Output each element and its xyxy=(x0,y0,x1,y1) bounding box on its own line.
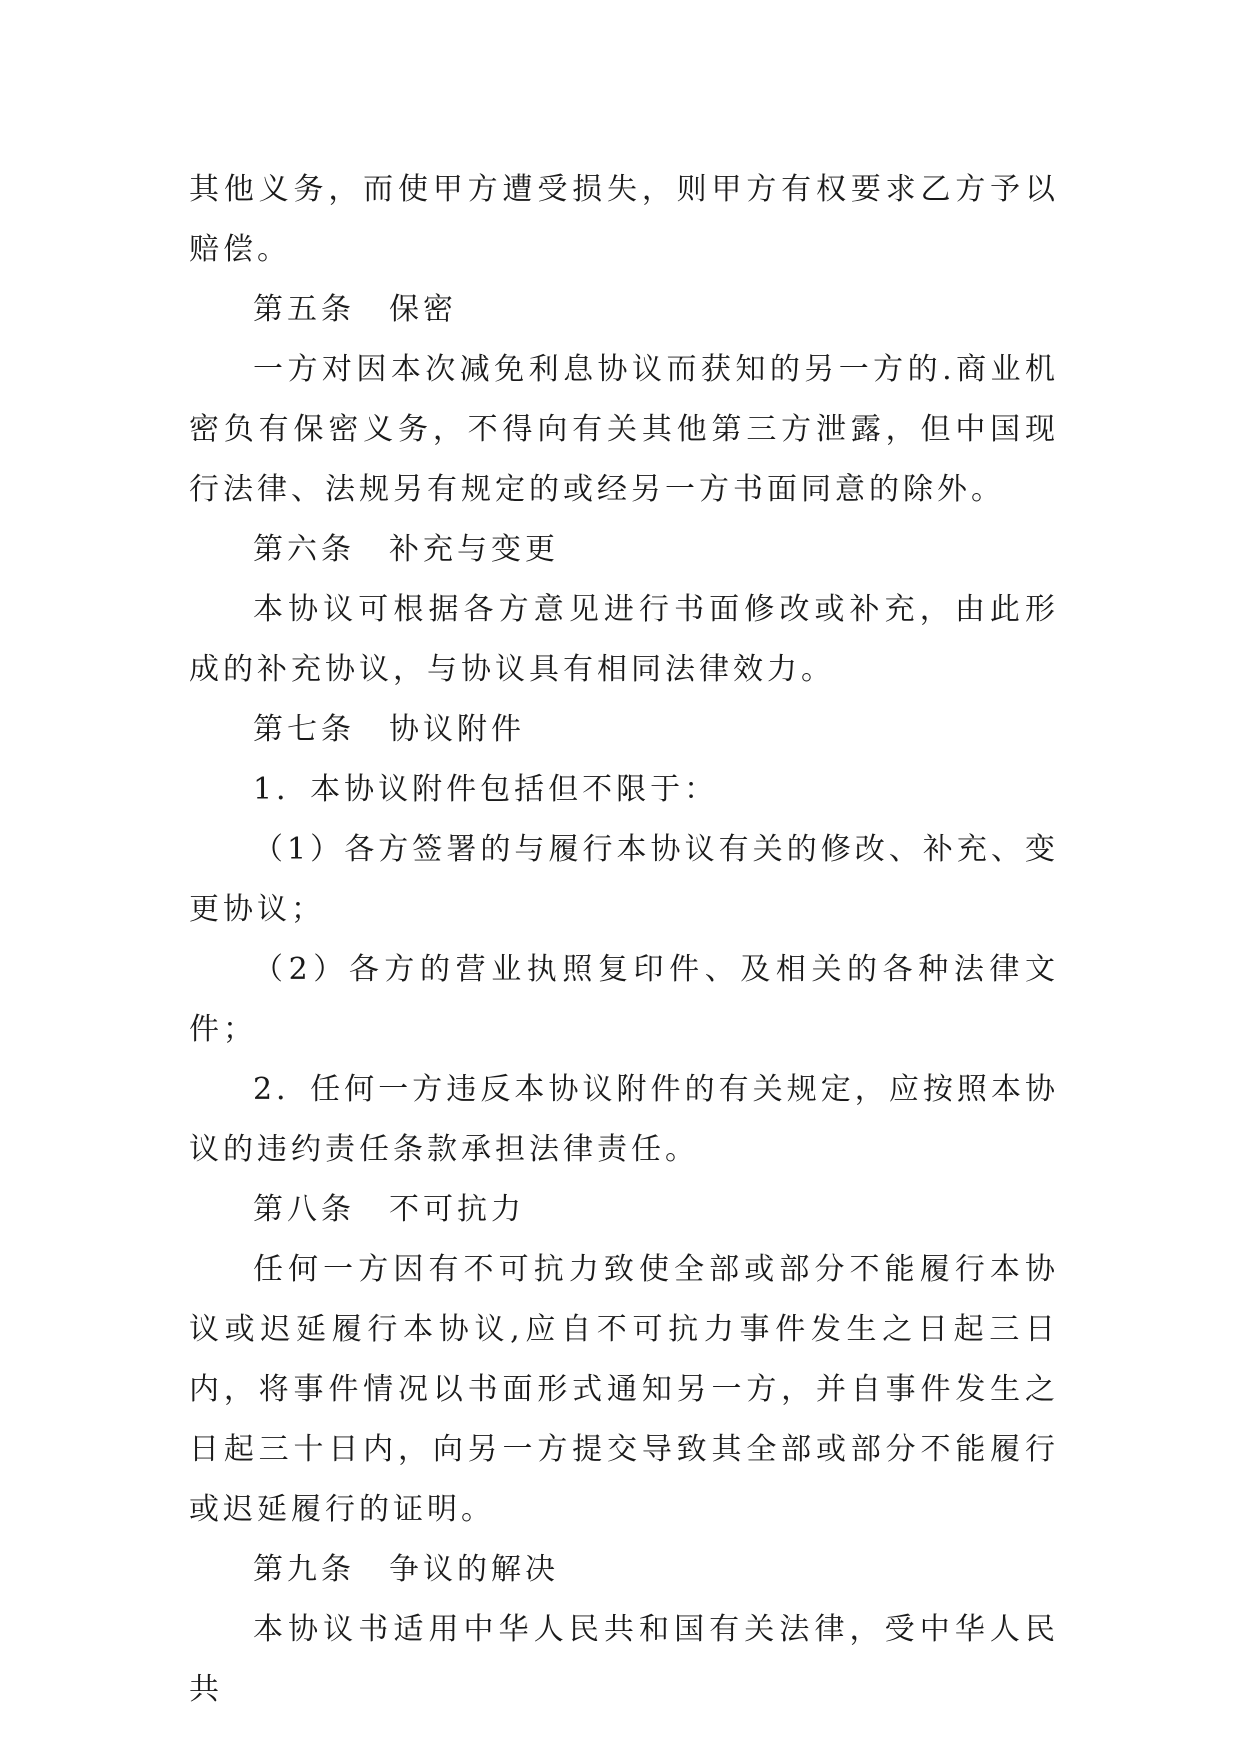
article-9-heading: 第九条 争议的解决 xyxy=(253,1552,559,1587)
paragraph-amendment: 本协议可根据各方意见进行书面修改或补充，由此形成的补充协议，与协议具有相同法律效力。 xyxy=(189,592,1059,687)
article-6-heading: 第六条 补充与变更 xyxy=(253,532,559,567)
document-body xyxy=(189,160,1059,1720)
paragraph-confidentiality: 一方对因本次减免利息协议而获知的另一方的.商业机密负有保密义务，不得向有关其他第三方泄露，但中国现行法律、法规另有规定的或经另一方书面同意的除外。 xyxy=(189,352,1059,507)
paragraph-attachments-intro: 1．本协议附件包括但不限于： xyxy=(253,772,719,807)
article-5-heading: 第五条 保密 xyxy=(253,292,457,327)
article-7-heading: 第七条 协议附件 xyxy=(253,712,525,747)
article-8-heading: 第八条 不可抗力 xyxy=(253,1192,525,1227)
paragraph-force-majeure: 任何一方因有不可抗力致使全部或部分不能履行本协议或迟延履行本协议,应自不可抗力事件发生之日起三日内，将事件情况以书面形式通知另一方，并自事件发生之日起三十日内，向另一方提交导致其全部或部分不能履行或迟延履行的证明。 xyxy=(189,1252,1059,1527)
paragraph-attachment-item-2: （2）各方的营业执照复印件、及相关的各种法律文件； xyxy=(189,952,1059,1047)
paragraph-attachment-item-1: （1）各方签署的与履行本协议有关的修改、补充、变更协议； xyxy=(189,832,1059,927)
paragraph-dispute-resolution: 本协议书适用中华人民共和国有关法律，受中华人民共 xyxy=(189,1612,1059,1707)
paragraph-attachment-liability: 2．任何一方违反本协议附件的有关规定，应按照本协议的违约责任条款承担法律责任。 xyxy=(189,1072,1059,1167)
paragraph-obligation-compensation: 其他义务，而使甲方遭受损失，则甲方有权要求乙方予以赔偿。 xyxy=(189,172,1059,267)
